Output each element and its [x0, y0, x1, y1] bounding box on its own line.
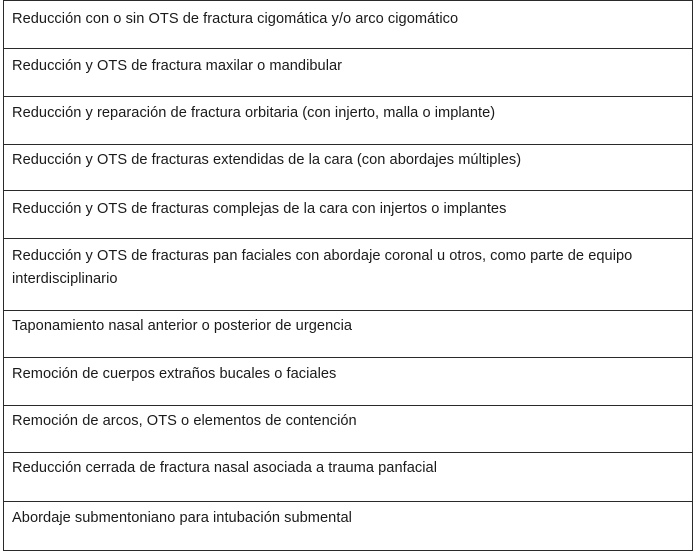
procedure-text: Abordaje submentoniano para intubación submental [12, 510, 352, 526]
procedures-table [3, 0, 693, 551]
table-row [3, 97, 693, 145]
procedure-text: Reducción cerrada de fractura nasal asociada a trauma panfacial [12, 460, 437, 476]
procedure-text: Remoción de cuerpos extraños bucales o faciales [12, 366, 337, 382]
table-row [3, 0, 693, 49]
table-row [3, 239, 693, 311]
procedure-text: Reducción y OTS de fracturas extendidas de la cara (con abordajes múltiples) [12, 152, 522, 168]
procedure-text: Reducción y OTS de fracturas complejas de la cara con injertos o implantes [12, 201, 507, 217]
table-row [3, 311, 693, 358]
table-row [3, 191, 693, 239]
procedure-text: Remoción de arcos, OTS o elementos de contención [12, 413, 357, 429]
procedure-text: Reducción y reparación de fractura orbitaria (con injerto, malla o implante) [12, 105, 496, 121]
procedure-text: Taponamiento nasal anterior o posterior de urgencia [12, 318, 353, 334]
table-row [3, 145, 693, 191]
table-row [3, 406, 693, 453]
table-row [3, 49, 693, 97]
procedure-text: Reducción con o sin OTS de fractura cigomática y/o arco cigomático [12, 11, 459, 27]
table-row [3, 453, 693, 502]
procedure-text: Reducción y OTS de fractura maxilar o mandibular [12, 58, 343, 74]
procedure-text: Reducción y OTS de fracturas pan faciales con abordaje coronal u otros, como parte de equipo interdisciplinario [12, 248, 633, 287]
table-row [3, 358, 693, 406]
table-row [3, 502, 693, 551]
